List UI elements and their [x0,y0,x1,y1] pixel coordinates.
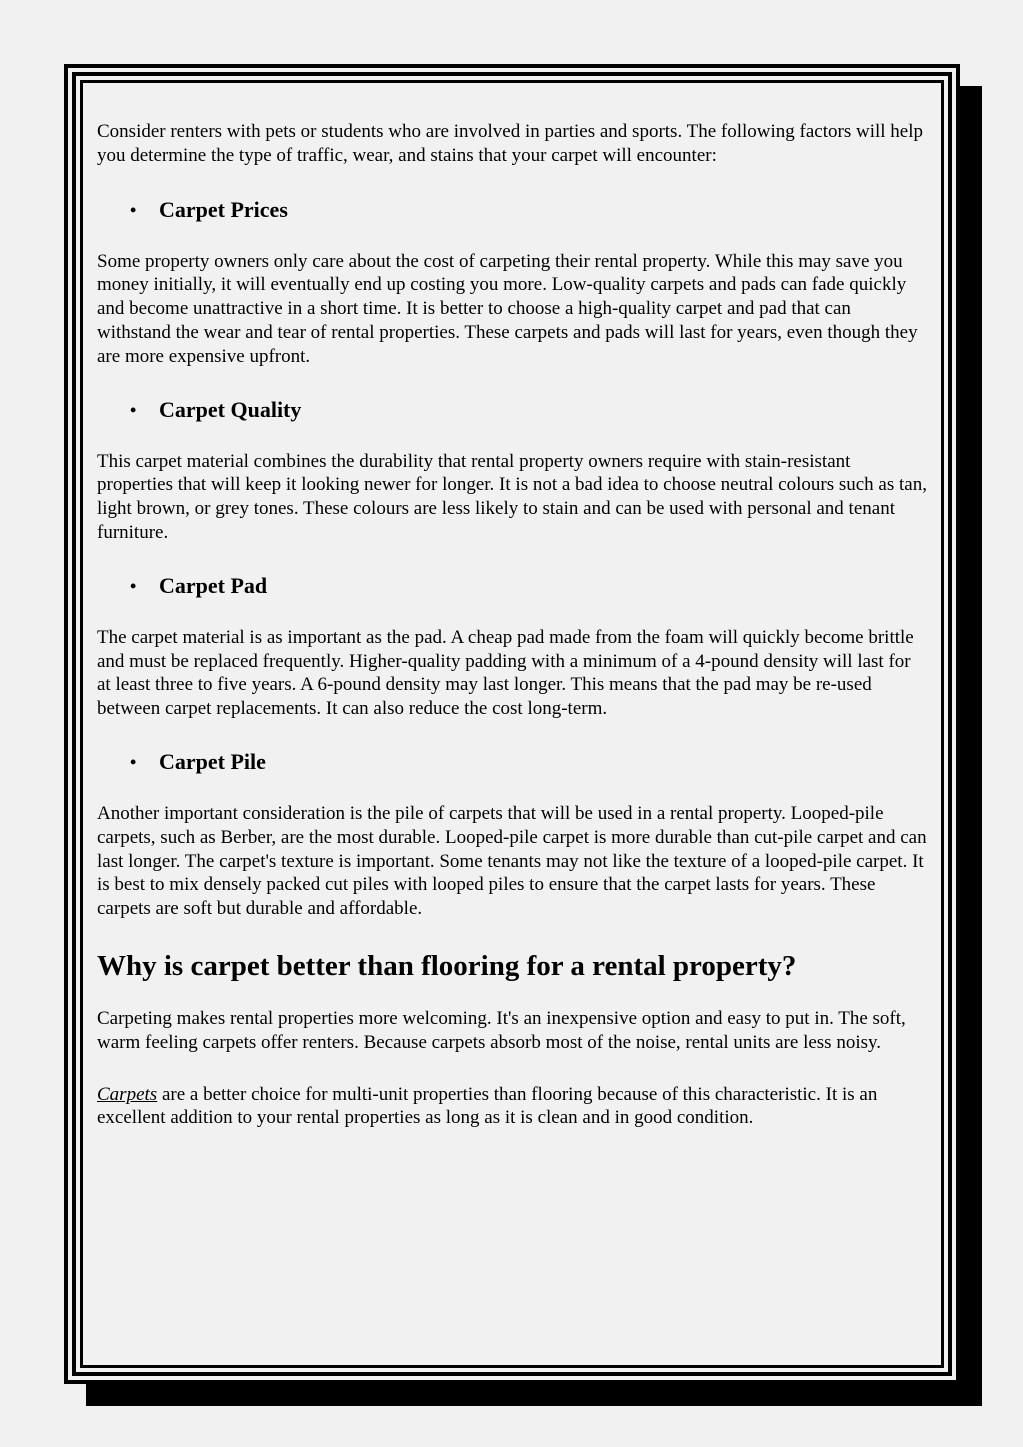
bullet-icon: • [130,199,137,220]
main-heading: Why is carpet better than flooring for a rental property? [97,949,797,982]
bullet-icon: • [130,575,137,596]
section-heading-label: Carpet Pad [159,572,268,598]
final-paragraph [97,1083,927,1131]
section-paragraph-carpet-quality: This carpet material combines the durability that rental property owners require with stain-resistant properties that will keep it looking newer for longer. It is not a bad idea to choose neutral colours such as tan, light brown, or grey tones. These colours are less likely to stain and can be used with personal and tenant furniture. [97,450,927,543]
section-heading-label: Carpet Quality [159,396,302,422]
section-paragraph-carpet-pile: Another important consideration is the pile of carpets that will be used in a rental property. Looped-pile carpets, such as Berber, are the most durable. Looped-pile carpet is more durable than cut-pile carpet and can last longer. The carpet's texture is important. Some tenants may not like the texture of a looped-pile carpet. It is best to mix densely packed cut piles with looped piles to ensure that the carpet lasts for years. These carpets are soft but durable and affordable. [97,802,927,920]
section-paragraph-carpet-pad: The carpet material is as important as the pad. A cheap pad made from the foam will quickly become brittle and must be replaced frequently. Higher-quality padding with a minimum of a 4-pound density will last for at least three to five years. A 6-pound density may last longer. This means that the pad may be re-used between carpet replacements. It can also reduce the cost long-term. [97,626,914,720]
final-paragraph-text: are a better choice for multi-unit properties than flooring because of this characteristic. It is an excellent addition to your rental properties as long as it is clean and in good condition. [97,1083,878,1129]
closing-paragraph: Carpeting makes rental properties more welcoming. It's an inexpensive option and easy to put in. The soft, warm feeling carpets offer renters. Because carpets absorb most of the noise, rental units are less noisy. [97,1007,906,1053]
section-heading-label: Carpet Prices [159,196,288,222]
bullet-icon: • [130,399,137,420]
section-heading-label: Carpet Pile [159,748,266,774]
section-heading-carpet-quality [97,397,927,423]
bullet-icon: • [130,751,137,772]
section-heading-carpet-prices [97,197,927,223]
section-heading-carpet-pad [97,573,927,599]
intro-paragraph: Consider renters with pets or students who are involved in parties and sports. The following factors will help you determine the type of traffic, wear, and stains that your carpet will encounter: [97,121,923,166]
section-paragraph-carpet-prices: Some property owners only care about the cost of carpeting their rental property. While this may save you money initially, it will eventually end up costing you more. Low-quality carpets and pads can fade quickly and become unattractive in a short time. It is better to choose a high-quality carpet and pad that can withstand the wear and tear of rental properties. These carpets and pads will last for years, even though they are more expensive upfront. [97,250,918,367]
carpets-link[interactable]: Carpets [97,1083,158,1105]
section-heading-carpet-pile [97,749,927,775]
document-body [97,120,927,1130]
